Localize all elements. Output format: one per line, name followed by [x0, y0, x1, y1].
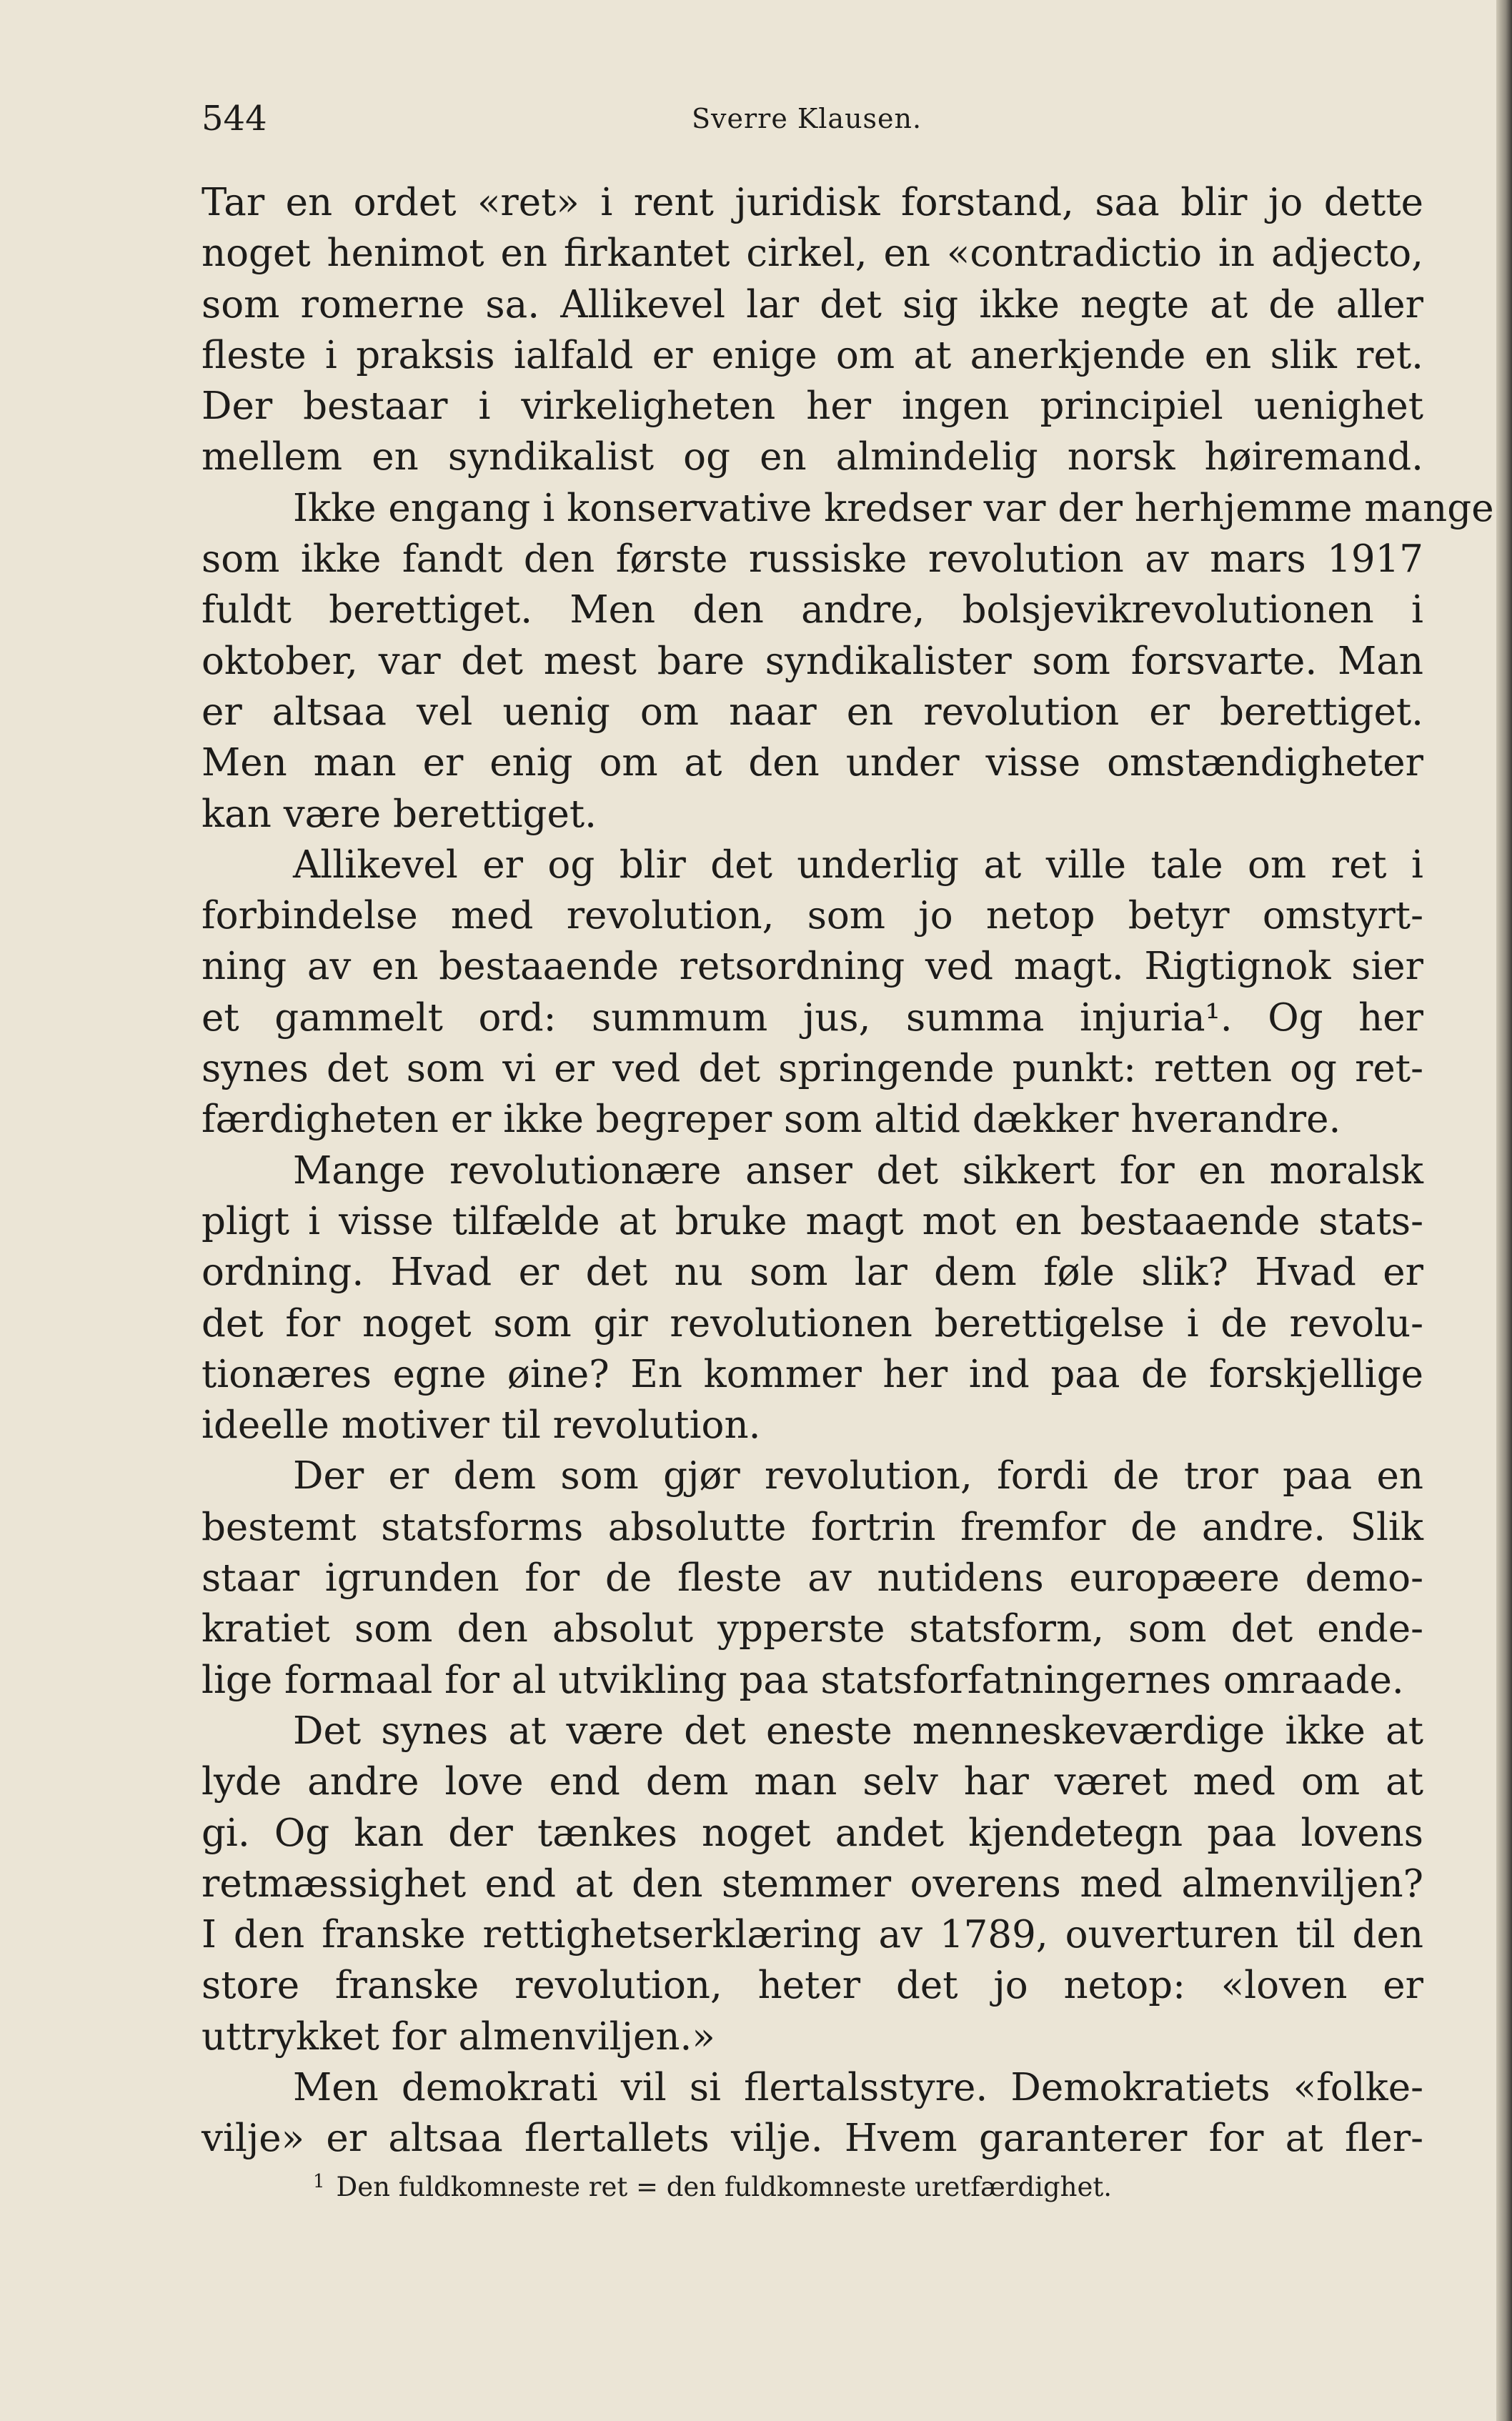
text-line: store franske revolution, heter det jo netop: «loven er [202, 1964, 1423, 2008]
text-line: lige formaal for al utvikling paa statsforfatningernes omraade. [202, 1658, 1404, 1702]
text-line: som romerne sa. Allikevel lar det sig ikke negte at de aller [202, 282, 1423, 327]
text-line: fleste i praksis ialfald er enige om at anerkjende en slik ret. [202, 333, 1423, 377]
text-line: I den franske rettighetserklæring av 1789, ouverturen til den [202, 1913, 1423, 1957]
text-line: noget henimot en firkantet cirkel, en «contradictio in adjecto, [202, 232, 1423, 276]
text-line: færdigheten er ikke begreper som altid dækker hverandre. [202, 1098, 1341, 1142]
text-line: Det synes at være det eneste menneskeværdige ikke at [293, 1709, 1423, 1753]
text-line: et gammelt ord: summum jus, summa injuria¹. Og her [202, 995, 1423, 1040]
body-text [202, 177, 1494, 2164]
text-line: fuldt berettiget. Men den andre, bolsjevikrevolutionen i [202, 588, 1423, 632]
text-line: ning av en bestaaende retsordning ved magt. Rigtignok sier [202, 945, 1423, 989]
text-line: bestemt statsforms absolutte fortrin fremfor de andre. Slik [202, 1505, 1423, 1549]
text-line: Der bestaar i virkeligheten her ingen principiel uenighet [202, 384, 1423, 429]
text-line: tionæres egne øine? En kommer her ind paa de forskjellige [202, 1352, 1423, 1396]
footnote-marker: 1 [313, 2171, 325, 2192]
text-line: kan være berettiget. [202, 792, 597, 836]
running-head: Sverre Klausen. [692, 103, 922, 134]
text-line: Men man er enig om at den under visse omstændigheter [202, 741, 1423, 785]
page-edge-shadow [1496, 0, 1512, 2421]
text-line: Tar en ordet «ret» i rent juridisk forstand, saa blir jo dette [202, 181, 1423, 224]
text-line: retmæssighet end at den stemmer overens med almenviljen? [202, 1861, 1423, 1906]
text-line: ordning. Hvad er det nu som lar dem føle slik? Hvad er [202, 1251, 1423, 1295]
text-line: gi. Og kan der tænkes noget andet kjendetegn paa lovens [202, 1811, 1423, 1855]
text-line: kratiet som den absolut ypperste statsform, som det ende- [202, 1607, 1423, 1651]
text-line: mellem en syndikalist og en almindelig norsk høiremand. [202, 435, 1423, 479]
text-line: som ikke fandt den første russiske revolution av mars 1917 [202, 537, 1423, 582]
text-line: oktober, var det mest bare syndikalister som forsvarte. Man [202, 639, 1423, 683]
text-line: synes det som vi er ved det springende punkt: retten og ret- [202, 1047, 1423, 1091]
text-line: Der er dem som gjør revolution, fordi de tror paa en [293, 1454, 1423, 1498]
text-line: pligt i visse tilfælde at bruke magt mot en bestaaende stats- [202, 1199, 1423, 1243]
text-line: er altsaa vel uenig om naar en revolution er berettiget. [202, 690, 1423, 734]
text-line: ideelle motiver til revolution. [202, 1403, 761, 1448]
text-line: det for noget som gir revolutionen berettigelse i de revolu- [202, 1301, 1423, 1346]
text-line: forbindelse med revolution, som jo netop betyr omstyrt- [202, 894, 1423, 938]
text-line: Mange revolutionære anser det sikkert for en moralsk [293, 1148, 1423, 1193]
text-line: uttrykket for almenviljen.» [202, 2014, 715, 2059]
page-number: 544 [202, 99, 267, 139]
footnote [202, 2171, 1423, 2202]
footnote-text: Den fuldkomneste ret = den fuldkomneste uretfærdighet. [336, 2172, 1112, 2202]
text-line: Men demokrati vil si flertalsstyre. Demokratiets «folke- [293, 2065, 1423, 2109]
text-line: Ikke engang i konservative kredser var der herhjemme mange [293, 486, 1494, 530]
text-line: lyde andre love end dem man selv har været med om at [202, 1760, 1423, 1804]
text-line: staar igrunden for de fleste av nutidens europæere demo- [202, 1556, 1423, 1601]
text-line: Allikevel er og blir det underlig at ville tale om ret i [293, 842, 1423, 887]
text-line: vilje» er altsaa flertallets vilje. Hvem garanterer for at fler- [202, 2117, 1423, 2161]
page-header [202, 99, 1398, 149]
